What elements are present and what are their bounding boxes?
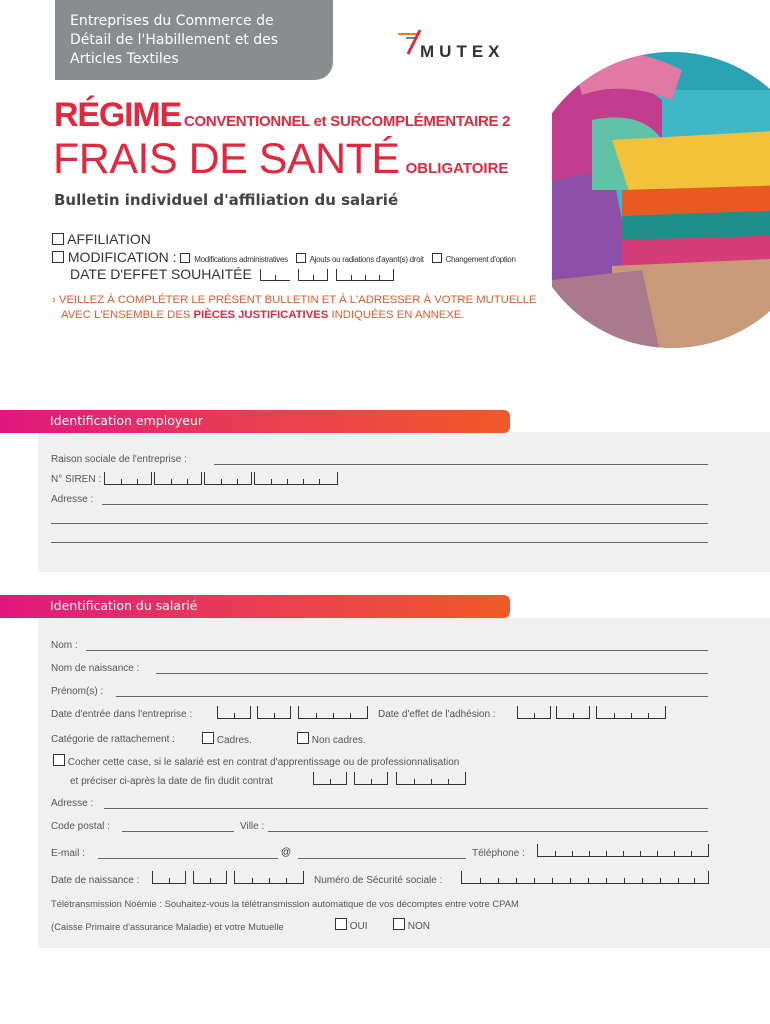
code-postal-label: Code postal : — [51, 821, 110, 832]
notice-line-2 — [52, 308, 552, 323]
employeur-adresse-input[interactable] — [102, 504, 708, 505]
telephone-label: Téléphone : — [472, 848, 525, 859]
notice-arrow-icon: › — [52, 294, 56, 306]
regime-heading: RÉGIME — [54, 96, 181, 134]
email-label: E-mail : — [51, 848, 85, 859]
employeur-header — [0, 410, 510, 433]
modif-admin-label: Modifications administratives — [194, 255, 288, 264]
date-naissance-year[interactable] — [234, 871, 304, 884]
notice-text — [52, 293, 552, 323]
frais-subheading: OBLIGATOIRE — [405, 160, 509, 177]
modif-option-label: Changement d'option — [445, 255, 516, 264]
header-line-2: Détail de l'Habillement et des — [70, 32, 279, 48]
affiliation-label: AFFILIATION — [67, 231, 151, 247]
categorie-label: Catégorie de rattachement : — [51, 734, 175, 745]
prenoms-label: Prénom(s) : — [51, 686, 104, 697]
non-cadres-label: Non cadres. — [311, 735, 366, 746]
telephone-input[interactable] — [537, 844, 709, 857]
oui-checkbox[interactable] — [335, 918, 347, 930]
non-cadres-option — [297, 732, 366, 746]
employeur-panel — [38, 432, 770, 572]
fin-contrat-year[interactable] — [396, 772, 466, 785]
non-cadres-checkbox[interactable] — [297, 732, 309, 744]
date-effet-day[interactable] — [260, 269, 290, 281]
header-line-1: Entreprises du Commerce de — [70, 13, 274, 29]
ville-input[interactable] — [268, 831, 708, 832]
modif-admin-checkbox[interactable] — [180, 253, 190, 263]
fabric-photo — [552, 40, 770, 360]
non-option — [393, 918, 430, 932]
cadres-label: Cadres. — [216, 735, 252, 746]
mutex-logo — [396, 28, 536, 62]
affiliation-option — [52, 231, 151, 247]
employeur-adresse-line-3[interactable] — [51, 542, 708, 543]
modification-option — [52, 249, 520, 265]
prenoms-input[interactable] — [116, 696, 708, 697]
siren-group-2[interactable] — [154, 472, 202, 485]
date-effet-adhesion-day[interactable] — [517, 706, 551, 719]
raison-sociale-input[interactable] — [214, 464, 708, 465]
header-tab — [55, 0, 333, 80]
employeur-adresse-line-2[interactable] — [51, 523, 708, 524]
ville-label: Ville : — [240, 821, 265, 832]
header-line-3: Articles Textiles — [70, 51, 179, 67]
num-secu-label: Numéro de Sécurité sociale : — [314, 875, 443, 886]
notice-pieces: PIÈCES JUSTIFICATIVES — [193, 309, 329, 321]
date-entree-day[interactable] — [217, 706, 251, 719]
fin-contrat-day[interactable] — [313, 772, 347, 785]
modification-label: MODIFICATION : — [67, 249, 177, 265]
modif-ajouts-checkbox[interactable] — [296, 253, 306, 263]
salarie-adresse-input[interactable] — [104, 808, 708, 809]
raison-sociale-label: Raison sociale de l'entreprise : — [51, 454, 187, 465]
siren-group-3[interactable] — [204, 472, 252, 485]
date-effet-label: DATE D'EFFET SOUHAITÉE — [70, 266, 252, 282]
notice-line-1-text: VEILLEZ À COMPLÉTER LE PRÉSENT BULLETIN ET À L'ADRESSER À VOTRE MUTUELLE — [58, 294, 537, 306]
frais-title — [53, 135, 508, 184]
date-effet-adhesion-year[interactable] — [596, 706, 666, 719]
non-label: NON — [407, 921, 431, 932]
apprentissage-label: Cocher cette case, si le salarié est en contrat d'apprentissage ou de professionnalisation — [67, 757, 460, 768]
non-checkbox[interactable] — [393, 918, 405, 930]
date-entree-label: Date d'entrée dans l'entreprise : — [51, 709, 193, 720]
frais-heading: FRAIS DE SANTÉ — [53, 135, 400, 183]
cadres-checkbox[interactable] — [202, 732, 214, 744]
modif-ajouts-label: Ajouts ou radiations d'ayant(s) droit — [309, 255, 424, 264]
date-effet-year[interactable] — [336, 269, 394, 281]
modification-checkbox[interactable] — [52, 251, 64, 263]
salarie-adresse-label: Adresse : — [51, 798, 94, 809]
nom-naissance-input[interactable] — [156, 673, 708, 674]
notice-line-2-a: AVEC L'ENSEMBLE DES — [61, 309, 194, 321]
regime-subheading: CONVENTIONNEL et SURCOMPLÉMENTAIRE 2 — [183, 113, 511, 130]
teletransmission-label-2: (Caisse Primaire d'assurance Maladie) et votre Mutuelle — [51, 921, 284, 932]
nom-naissance-label: Nom de naissance : — [51, 663, 140, 674]
oui-option — [335, 918, 368, 932]
date-entree-month[interactable] — [257, 706, 291, 719]
bulletin-title: Bulletin individuel d'affiliation du salarié — [54, 191, 399, 209]
email-user-input[interactable] — [98, 858, 278, 859]
regime-title — [54, 96, 510, 135]
teletransmission-label-1: Télétransmission Noémie : Souhaitez-vous la télétransmission automatique de vos décomptes entre votre CPAM — [51, 898, 519, 909]
nom-label: Nom : — [51, 640, 78, 651]
date-naissance-day[interactable] — [152, 871, 186, 884]
fin-contrat-month[interactable] — [354, 772, 388, 785]
employeur-title: Identification employeur — [50, 413, 204, 428]
date-effet-adhesion-month[interactable] — [556, 706, 590, 719]
employeur-adresse-label: Adresse : — [51, 494, 94, 505]
modif-option-checkbox[interactable] — [432, 253, 442, 263]
date-naissance-month[interactable] — [193, 871, 227, 884]
date-effet-row — [70, 266, 394, 282]
oui-label: OUI — [349, 921, 368, 932]
date-naissance-label: Date de naissance : — [51, 875, 140, 886]
notice-line-1 — [52, 293, 552, 308]
code-postal-input[interactable] — [122, 831, 234, 832]
date-effet-month[interactable] — [298, 269, 328, 281]
email-domain-input[interactable] — [298, 858, 466, 859]
date-entree-year[interactable] — [298, 706, 368, 719]
siren-group-4[interactable] — [254, 472, 338, 485]
email-at: @ — [281, 847, 292, 858]
date-effet-adhesion-label: Date d'effet de l'adhésion : — [378, 709, 496, 720]
nom-input[interactable] — [86, 650, 708, 651]
affiliation-checkbox[interactable] — [52, 233, 64, 245]
salarie-title: Identification du salarié — [50, 598, 198, 613]
apprentissage-row — [53, 754, 459, 768]
logo-text: MUTEX — [420, 42, 505, 61]
num-secu-input[interactable] — [461, 871, 709, 884]
siren-label: N° SIREN : — [51, 474, 102, 485]
fin-contrat-label: et préciser ci-après la date de fin dudit contrat — [70, 776, 273, 787]
siren-group-1[interactable] — [104, 472, 152, 485]
salarie-header — [0, 595, 510, 618]
apprentissage-checkbox[interactable] — [53, 754, 65, 766]
cadres-option — [202, 732, 252, 746]
notice-line-2-c: INDIQUÉES EN ANNEXE. — [328, 309, 465, 321]
